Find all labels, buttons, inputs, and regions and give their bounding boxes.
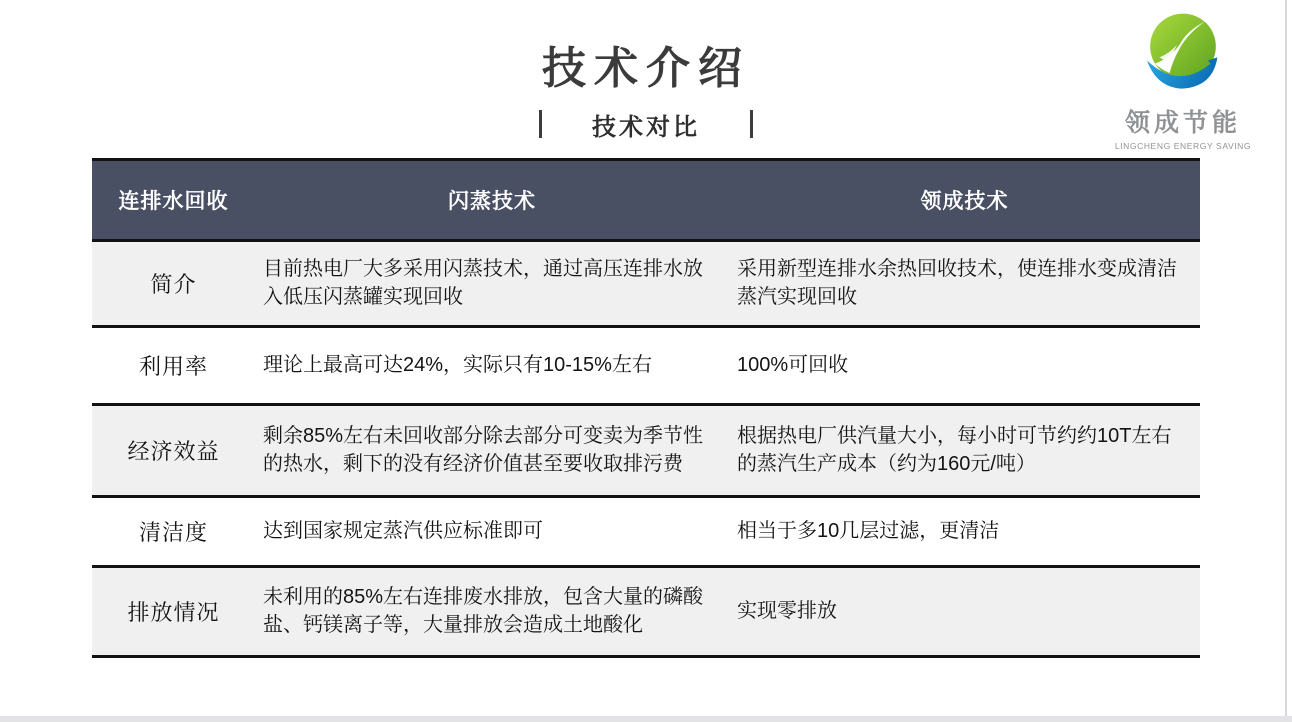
logo-name: 领成节能 <box>1124 109 1241 137</box>
row-label: 排放情况 <box>127 600 220 625</box>
lingcheng-cell: 采用新型连排水余热回收技术，使连排水变成清洁蒸汽实现回收 <box>737 257 1177 308</box>
lingcheng-cell: 100%可回收 <box>737 353 849 376</box>
logo-emblem-icon <box>1136 12 1230 98</box>
header-cell-flash-tech: 闪蒸技术 <box>255 160 729 241</box>
logo-tagline: LINGCHENG ENERGY SAVING <box>1114 141 1252 151</box>
company-logo <box>1108 12 1258 151</box>
flash-cell: 未利用的85%左右连排废水排放，包含大量的磷酸盐、钙镁离子等，大量排放会造成土地酸化 <box>263 585 704 636</box>
page-subtitle: 技术对比 <box>592 113 700 141</box>
page-title: 技术介绍 <box>542 44 750 93</box>
header-cell-recovery: 连排水回收 <box>92 160 255 241</box>
table-row-intro <box>92 241 1200 327</box>
row-label: 清洁度 <box>138 520 208 545</box>
flash-cell: 目前热电厂大多采用闪蒸技术，通过高压连排水放入低压闪蒸罐实现回收 <box>263 257 703 308</box>
flash-cell: 达到国家规定蒸汽供应标准即可 <box>263 519 543 542</box>
table-row-utilization <box>92 327 1200 405</box>
table-row-emissions <box>92 567 1200 657</box>
lingcheng-cell: 相当于多10几层过滤，更清洁 <box>737 519 1000 542</box>
subtitle-left-bar-icon <box>539 110 542 138</box>
table-row-economic-benefit <box>92 405 1200 497</box>
flash-cell: 理论上最高可达24%，实际只有10-15%左右 <box>263 353 652 376</box>
lingcheng-cell: 实现零排放 <box>737 599 837 622</box>
row-label: 利用率 <box>138 354 208 379</box>
subtitle-block <box>0 108 1292 140</box>
row-label: 简介 <box>150 272 197 297</box>
table-header-row <box>92 160 1200 241</box>
subtitle-right-bar-icon <box>750 110 753 138</box>
window-right-edge <box>1285 0 1287 716</box>
comparison-table <box>92 158 1200 658</box>
flash-cell: 剩余85%左右未回收部分除去部分可变卖为季节性的热水，剩下的没有经济价值甚至要收取排污费 <box>263 424 704 475</box>
lingcheng-cell: 根据热电厂供汽量大小，每小时可节约约10T左右的蒸汽生产成本（约为160元/吨） <box>737 424 1172 475</box>
table-row-cleanliness <box>92 497 1200 567</box>
header-cell-lingcheng-tech: 领成技术 <box>729 160 1200 241</box>
row-label: 经济效益 <box>127 439 220 464</box>
window-bottom-edge <box>0 716 1292 722</box>
